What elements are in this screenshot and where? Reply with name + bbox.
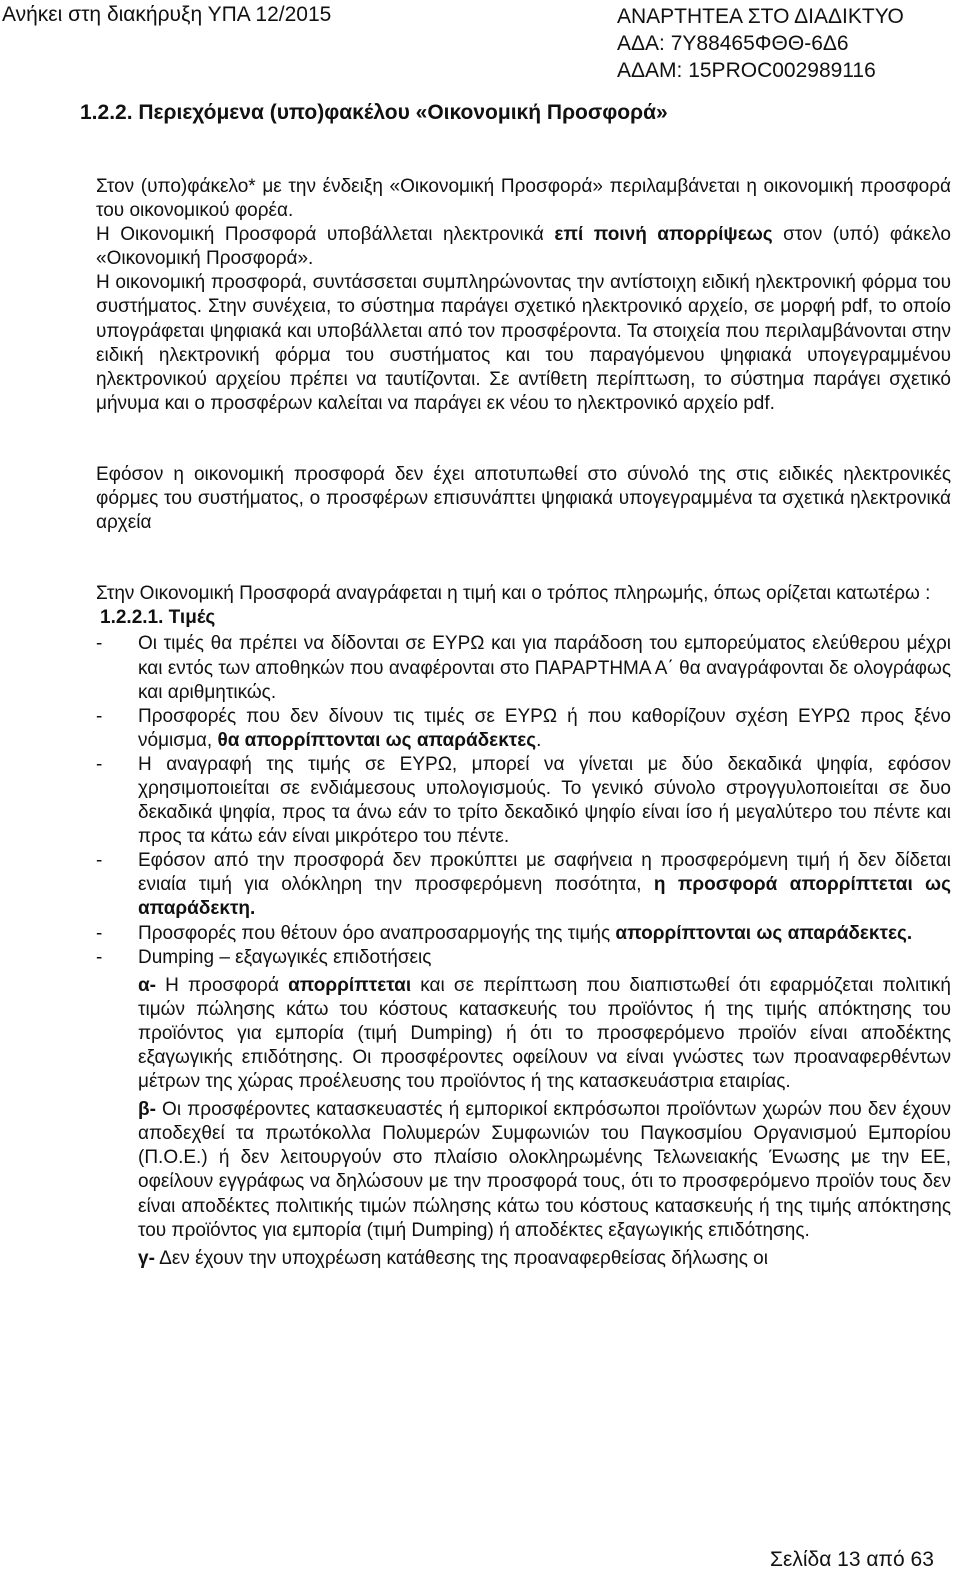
paragraph-envelope: Στον (υπο)φάκελο* με την ένδειξη «Οικονομική Προσφορά» περιλαμβάνεται η οικονομική προσφορά του οικονομικού φορέα. — [96, 176, 951, 222]
header-ada: ΑΔΑ: 7Υ88465ΦΘΘ-6Δ6 — [617, 32, 849, 55]
list-item-dumping: - Dumping – εξαγωγικές επιδοτήσεις α- Η προσφορά απορρίπτεται και σε περίπτωση που διαπιστωθεί ότι εφαρμόζεται πολιτική τιμών πώλησης κάτω του κόστους κατασκευής του προϊόντος ή της τιμής απόκτησης του προϊόντος για εμπορία (τιμή Dumping) ή ότι το προσφερόμενο προϊόν είναι αποδέκτης εξαγωγικής επιδότησης. Οι προσφέροντες οφείλουν να είναι γνώστες των προαναφερθέντων μέτρων της χώρας προέλευσης του προϊόντος ή της κατασκευάστρια εταιρίας. β- Οι προσφέροντες κατασκευαστές ή εμπορικοί εκπρόσωποι προϊόντων χωρών που δεν έχουν αποδεχθεί τα πρωτόκολλα Πολυμερών Συμφωνιών του Παγκοσμίου Οργανισμού Εμπορίου (Π.Ο.Ε.) ή δεν λειτουργούν στο πλαίσιο ολοκληρωμένης Τελωνειακής Ένωσης με την ΕΕ, οφείλουν εγγράφως να δηλώσουν με την προσφορά τους, ότι το προσφερόμενο προϊόν τους δεν είναι αποδέκτες πολιτικής τιμών πώλησης κάτω του κόστους κατασκευής ή της τιμής απόκτησης του προϊόντος για εμπορία (τιμή Dumping) ή αποδέκτες εξαγωγικής επιδότησης. γ- Δεν έχουν την υποχρέωση κατάθεσης της προαναφερθείσας δήλωσης οι — [96, 946, 951, 1271]
page-number: Σελίδα 13 από 63 — [770, 1548, 934, 1571]
dumping-gamma: γ- Δεν έχουν την υποχρέωση κατάθεσης της προαναφερθείσας δήλωσης οι — [138, 1247, 768, 1269]
list-item: - Οι τιμές θα πρέπει να δίδονται σε ΕΥΡΩ και για παράδοση του εμπορεύματος ελεύθερου μέχρι και εντός των αποθηκών που αναφέρονται στο ΠΑΡΑΡΤΗΜΑ Α΄ θα αναγράφονται δε ολογράφως και αριθμητικώς. — [96, 633, 951, 703]
subsection-title: 1.2.2.1. Τιμές — [100, 607, 216, 629]
header-right — [617, 3, 904, 84]
paragraph-attachments: Εφόσον η οικονομική προσφορά δεν έχει αποτυπωθεί στο σύνολό της στις ειδικές ηλεκτρονικές φόρμες του συστήματος, ο προσφέρων επισυνάπτει ψηφιακά υπογεγραμμένα τα σχετικά ηλεκτρονικά αρχεία — [96, 463, 951, 534]
paragraph-submission: Η Οικονομική Προσφορά υποβάλλεται ηλεκτρονικά επί ποινή απορρίψεως στον (υπό) φάκελο «Οικονομική Προσφορά». — [96, 224, 951, 270]
list-item: - Προσφορές που δεν δίνουν τις τιμές σε ΕΥΡΩ ή που καθορίζουν σχέση ΕΥΡΩ προς ξένο νόμισμα, θα απορρίπτονται ως απαράδεκτες. — [96, 705, 951, 751]
list-item: - Η αναγραφή της τιμής σε ΕΥΡΩ, μπορεί να γίνεται με δύο δεκαδικά ψηφία, εφόσον χρησιμοποιείται σε ενδιάμεσους υπολογισμούς. Το γενικό σύνολο στρογγυλοποιείται σε δυο δεκαδικά ψηφία, προς τα άνω εάν το τρίτο δεκαδικό ψηφίο είναι ίσο ή μεγαλύτερο του πέντε και προς τα κάτω εάν είναι μικρότερο του πέντε. — [96, 753, 951, 848]
dumping-beta: β- Οι προσφέροντες κατασκευαστές ή εμπορικοί εκπρόσωποι προϊόντων χωρών που δεν έχουν αποδεχθεί τα πρωτόκολλα Πολυμερών Συμφωνιών του Παγκοσμίου Οργανισμού Εμπορίου (Π.Ο.Ε.) ή δεν λειτουργούν στο πλαίσιο ολοκληρωμένης Τελωνειακής Ένωσης με την ΕΕ, οφείλουν εγγράφως να δηλώσουν με την προσφορά τους, ότι το προσφερόμενο προϊόν τους δεν είναι αποδέκτες πολιτικής τιμών πώλησης κάτω του κόστους κατασκευής ή της τιμής απόκτησης του προϊόντος για εμπορία (τιμή Dumping) ή αποδέκτες εξαγωγικής επιδότησης. — [138, 1099, 951, 1241]
paragraph-form: Η οικονομική προσφορά, συντάσσεται συμπληρώνοντας την αντίστοιχη ειδική ηλεκτρονική φόρμα του συστήματος. Στην συνέχεια, το σύστημα παράγει σχετικό ηλεκτρονικό αρχείο, σε μορφή pdf, το οποίο υπογράφεται ψηφιακά και υποβάλλεται από τον προσφέροντα. Τα στοιχεία που περιλαμβάνονται στην ειδική ηλεκτρονική φόρμα του συστήματος και του παραγόμενου ψηφιακά υπογεγραμμένου ηλεκτρονικού αρχείου πρέπει να ταυτίζονται. Σε αντίθετη περίπτωση, το σύστημα παράγει σχετικό μήνυμα και ο προσφέρων καλείται να παράγει εκ νέου το ηλεκτρονικό αρχείο pdf. — [96, 272, 951, 414]
paragraph-price-terms: Στην Οικονομική Προσφορά αναγράφεται η τιμή και ο τρόπος πληρωμής, όπως ορίζεται κατωτέρω : — [96, 583, 931, 605]
document-body — [80, 98, 951, 1271]
section-title: 1.2.2. Περιεχόμενα (υπο)φακέλου «Οικονομική Προσφορά» — [80, 101, 668, 124]
list-item: - Προσφορές που θέτουν όρο αναπροσαρμογής της τιμής απορρίπτονται ως απαράδεκτες. — [96, 922, 913, 944]
header-left: Ανήκει στη διακήρυξη ΥΠΑ 12/2015 — [2, 3, 332, 26]
list-item: - Εφόσον από την προσφορά δεν προκύπτει με σαφήνεια η προσφερόμενη τιμή ή δεν δίδεται ενιαία τιμή για ολόκληρη την προσφερόμενη ποσότητα, η προσφορά απορρίπτεται ως απαράδεκτη. — [96, 850, 951, 920]
dumping-alpha: α- Η προσφορά απορρίπτεται και σε περίπτωση που διαπιστωθεί ότι εφαρμόζεται πολιτική τιμών πώλησης κάτω του κόστους κατασκευής του προϊόντος ή της τιμής απόκτησης του προϊόντος για εμπορία (τιμή Dumping) ή ότι το προσφερόμενο προϊόν είναι αποδέκτης εξαγωγικής επιδότησης. Οι προσφέροντες οφείλουν να είναι γνώστες των προαναφερθέντων μέτρων της χώρας προέλευσης του προϊόντος ή της κατασκευάστρια εταιρίας. — [138, 974, 951, 1093]
header-publish-note: ΑΝΑΡΤΗΤΕΑ ΣΤΟ ΔΙΑΔΙΚΤΥΟ — [617, 5, 904, 28]
header-adam: ΑΔΑΜ: 15PROC002989116 — [617, 59, 876, 82]
